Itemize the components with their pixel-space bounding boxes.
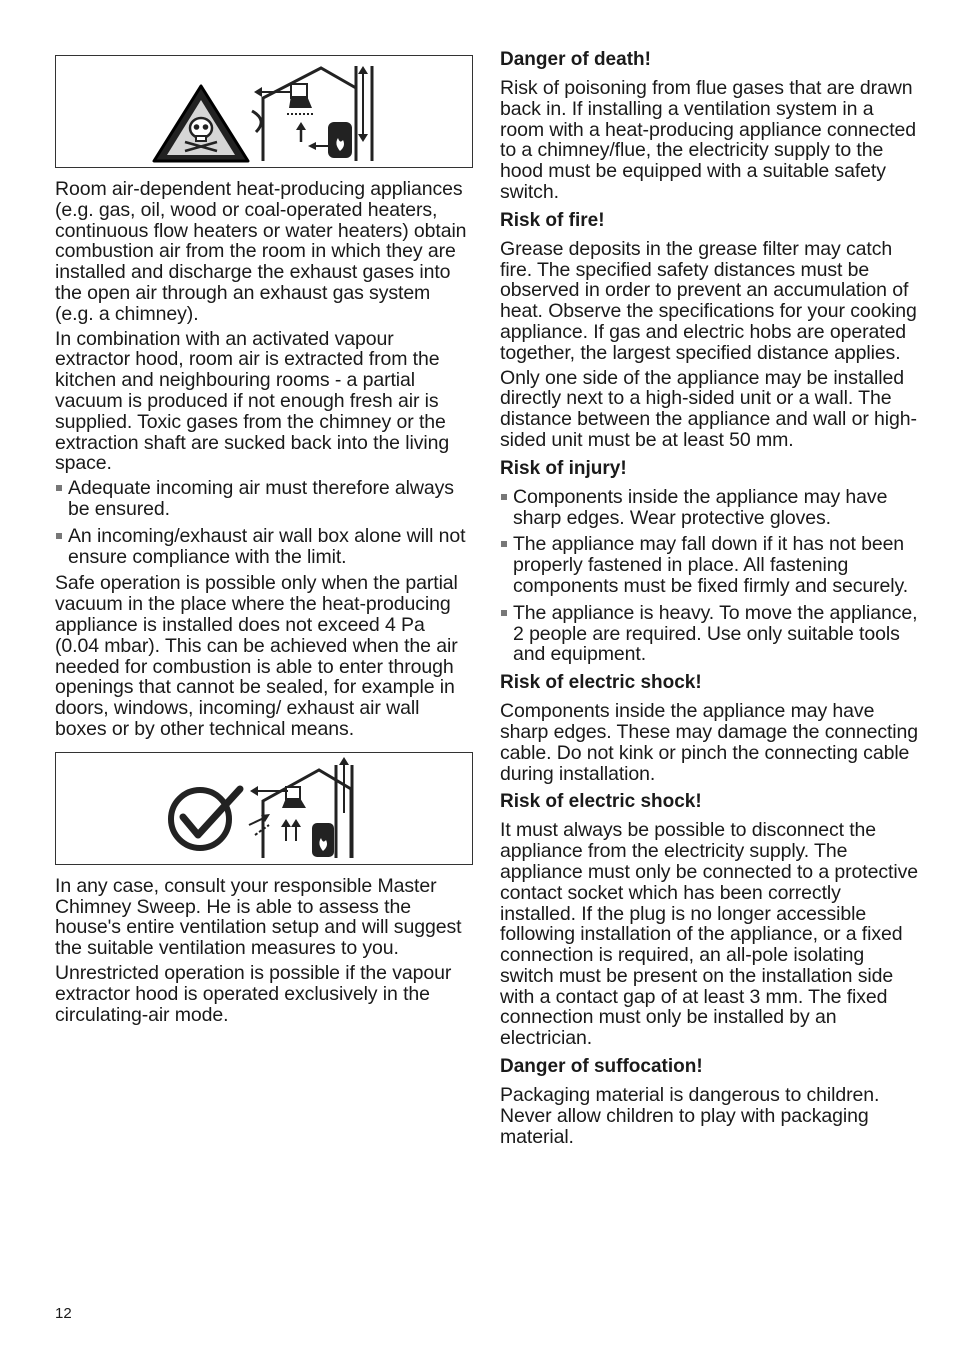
paragraph-unrestricted: Unrestricted operation is possible if the vapour extractor hood is operated exclusively in the circulating-air mode. [55, 961, 452, 1026]
extractor-hood-icon [287, 84, 314, 114]
left-bullet-list [55, 478, 473, 567]
paragraph-electric-shock-1: Components inside the appliance may have sharp edges. These may damage the connecting cable. Do not kink or pinch the connecting cable during installation. [500, 700, 919, 785]
paragraph-combination: In combination with an activated vapour extractor hood, room air is extracted from the kitchen and neighbouring rooms - a partial vacuum is produced if not enough fresh air is supplied. Toxic gases from the chimney or the extraction shaft are sucked back into the living space. [55, 327, 450, 475]
airflow-curve-arrow [252, 111, 261, 132]
heading-risk-of-fire: Risk of fire! [500, 209, 605, 231]
paragraph-electric-shock-2: It must always be possible to disconnect the appliance from the electricity supply. The appliance must only be connected to a protective contact socket which has been correctly installed. If the plug is no longer accessible following installation of the appliance, or a fixed connection is required, an all-pole isolating switch must be present on the installation side with a contact gap of at least 3 mm. The fixed connection must only be installed by an electrician. [500, 819, 918, 1050]
list-item: The appliance may fall down if it has not been properly fastened in place. All fastening components must be fixed firmly and securely. [500, 534, 920, 596]
right-column [500, 48, 920, 1151]
heading-danger-of-death: Danger of death! [500, 49, 651, 70]
checkmark-icon [171, 789, 240, 848]
paragraph-safe-operation: Safe operation is possible only when the partial vacuum in the place where the heat-producing appliance is installed does not exceed 4 Pa (0.04 mbar). This can be achieved when the air needed for combustion is able to enter through openings that cannot be sealed, for example in doors, windows, incoming/ exhaust air wall boxes or by other technical means. [55, 572, 458, 740]
paragraph-fire-grease: Grease deposits in the grease filter may catch fire. The specified safety distances must be observed in order to prevent an accumulation of heat. Observe the specifications for your cooking appliance. If gas and electric hobs are operated together, the largest specified distance applies. [500, 237, 917, 364]
heater-icon [312, 823, 334, 857]
ok-figure [55, 752, 473, 865]
left-column [55, 55, 473, 1029]
paragraph-chimney-sweep: In any case, consult your responsible Master Chimney Sweep. He is able to assess the house's entire ventilation setup and will suggest the suitable ventilation measures to you. [55, 874, 462, 960]
list-item: Adequate incoming air must therefore always be ensured. [55, 478, 473, 520]
heading-electric-shock-1: Risk of electric shock! [500, 672, 702, 694]
injury-bullet-list [500, 487, 920, 665]
page-number: 12 [55, 1305, 72, 1322]
heater-icon [328, 122, 352, 158]
list-item: The appliance is heavy. To move the appliance, 2 people are required. Use only suitable tools and equipment. [500, 603, 920, 665]
house-outline [263, 770, 351, 858]
list-item: An incoming/exhaust air wall box alone will not ensure compliance with the limit. [55, 526, 473, 568]
heading-electric-shock-2: Risk of electric shock! [500, 791, 702, 813]
warning-figure [55, 55, 473, 168]
heading-danger-of-suffocation: Danger of suffocation! [500, 1056, 703, 1078]
paragraph-fire-distance: Only one side of the appliance may be installed directly next to a high-sided unit or a wall. The distance between the appliance and wall or high-sided unit must be at least 50 mm. [500, 366, 917, 451]
paragraph-heat-producing: Room air-dependent heat-producing appliances (e.g. gas, oil, wood or coal-operated heaters, continuous flow heaters or water heaters) obtain combustion air from the room in which they are installed and discharge the exhaust gases into the open air through an exhaust gas system (e.g. a chimney). [55, 178, 467, 325]
heading-risk-of-injury: Risk of injury! [500, 457, 627, 479]
safe-operation-illustration [56, 753, 474, 866]
list-item: Components inside the appliance may have sharp edges. Wear protective gloves. [500, 487, 920, 529]
paragraph-suffocation: Packaging material is dangerous to children. Never allow children to play with packaging material. [500, 1084, 880, 1148]
paragraph-danger-of-death: Risk of poisoning from flue gases that are drawn back in. If installing a ventilation system in a room with a heat-producing appliance connected to a chimney/flue, the electricity supply to the hood must be equipped with a suitable safety switch. [500, 77, 917, 203]
poison-warning-illustration [56, 56, 474, 169]
